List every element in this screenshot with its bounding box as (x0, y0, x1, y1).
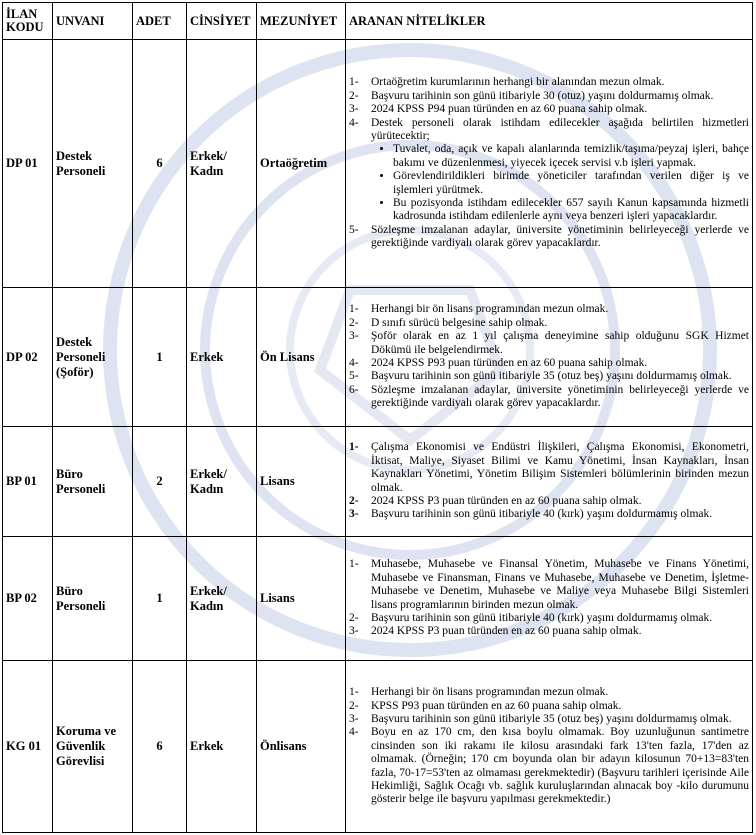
education-level: Lisans (257, 537, 346, 661)
listing-code: KG 01 (3, 661, 53, 833)
table-row (3, 288, 753, 427)
position-count: 2 (133, 427, 187, 537)
table-row (3, 427, 753, 537)
requirement-item: 1- Muhasebe, Muhasebe ve Finansal Yönetim, Muhasebe ve Finans Yönetimi, Muhasebe ve Finansman, Finans ve Muhasebe, Muhasebe ve Denetim, İşletme-Muhasebe ve Denetim, Muhasebe ve Maliye veya Muhasebe Bilgi Sistemleri lisans programlarının birinden mezun olmak. (349, 558, 749, 611)
requirement-item: 5- Sözleşme imzalanan adaylar, üniversite yönetiminin belirleyeceği yerlerde ve gerektiğinde vardiyalı olarak görev yapacaklardır. (349, 223, 749, 250)
gender: Erkek/ Kadın (187, 537, 257, 661)
requirements-cell (346, 288, 753, 427)
job-listing-table (2, 2, 753, 833)
requirement-item: 3- 2024 KPSS P94 puan türünden en az 60 puana sahip olmak. (349, 103, 648, 116)
requirement-item: 3- Şoför olarak en az 1 yıl çalışma deneyimine sahip olduğunu SGK Hizmet Dökümü ile belgelendirmek. (349, 330, 749, 356)
position-title: Destek Personeli (Şoför) (53, 288, 133, 427)
position-title: Destek Personeli (53, 40, 133, 288)
requirement-item: 3- Başvuru tarihinin son günü itibariyle 35 (otuz beş) yaşını doldurmamış olmak. (349, 712, 732, 725)
requirement-item: 5- Başvuru tarihinin son günü itibariyle 35 (otuz beş) yaşını doldurmamış olmak. (349, 370, 732, 383)
listing-code: DP 01 (3, 40, 53, 288)
table-row (3, 537, 753, 661)
gender: Erkek/ Kadın (187, 40, 257, 288)
position-title: Büro Personeli (53, 427, 133, 537)
header-gender: CİNSİYET (187, 3, 257, 40)
table-row (3, 40, 753, 288)
requirement-item: 2- Başvuru tarihinin son günü itibariyle 40 (kırk) yaşını doldurmamış olmak. (349, 611, 713, 624)
gender: Erkek (187, 661, 257, 833)
education-level: Ortaöğretim (257, 40, 346, 288)
duty-bullet: • Bu pozisyonda istihdam edilecekler 657 sayılı Kanun kapsamında hizmetli kadrosunda istihdam edilenlerle aynı veya benzeri işleri yapacaklardır. (393, 197, 749, 224)
requirement-item: 4- Boyu en az 170 cm, den kısa boylu olmamak. Boy uzunluğunun santimetre cinsinden son iki rakamı ile kilosu arasındaki fark 13'ten fazla, 17'den az olmamak. (Örneğin; 170 cm boyunda olan bir adayın kilosunun 70+13=83'ten fazla, 70-17=53'ten az olmaması gerekmektedir) (Başvuru tarihleri içerisinde Aile Hekimliği, Sağlık Ocağı vb. sağlık kuruluşlarından alınacak boy -kilo durumunu gösterir belge ile başvuru yapılması gerekmektedir.) (349, 726, 749, 806)
requirement-item: 3- 2024 KPSS P3 puan türünden en az 60 puana sahip olmak. (349, 625, 642, 638)
requirement-item: 2- KPSS P93 puan türünden en az 60 puana sahip olmak. (349, 699, 622, 712)
header-education: MEZUNİYET (257, 3, 346, 40)
duty-bullet: • Tuvalet, oda, açık ve kapalı alanlarında temizlik/taşıma/peyzaj işleri, bahçe bakımı ve düzenlenmesi, yiyecek içecek servisi v.b işleri yapmak. (393, 143, 749, 170)
requirement-item: 3- Başvuru tarihinin son günü itibariyle 40 (kırk) yaşını doldurmamış olmak. (349, 508, 713, 521)
header-count: ADET (133, 3, 187, 40)
duty-bullet-list (349, 143, 749, 223)
requirement-item: 6- Sözleşme imzalanan adaylar, üniversite yönetiminin belirleyeceği yerlerde ve gerektiğinde vardiyalı olarak görev yapacaklardır. (349, 383, 749, 410)
position-count: 6 (133, 661, 187, 833)
position-count: 1 (133, 288, 187, 427)
gender: Erkek/ Kadın (187, 427, 257, 537)
education-level: Ön Lisans (257, 288, 346, 427)
requirement-item: 2- D sınıfı sürücü belgesine sahip olmak. (349, 316, 548, 329)
requirements-cell (346, 427, 753, 537)
listing-code: BP 01 (3, 427, 53, 537)
education-level: Lisans (257, 427, 346, 537)
requirement-item: 1- Çalışma Ekonomisi ve Endüstri İlişkileri, Çalışma Ekonomisi, Ekonometri, İktisat, Maliye, Siyaset Bilimi ve Kamu Yönetimi, İnsan Kaynakları, İnsan Kaynakları Yönetimi, Yönetim Bilişim Sistemleri bölümlerinin birinden mezun olmak. (349, 441, 749, 494)
requirements-cell (346, 40, 753, 288)
requirements-cell (346, 537, 753, 661)
requirement-item: 2- 2024 KPSS P3 puan türünden en az 60 puana sahip olmak. (349, 494, 642, 507)
listing-code: BP 02 (3, 537, 53, 661)
header-code: İLAN KODU (3, 3, 53, 40)
requirement-item: 1- Herhangi bir ön lisans programından mezun olmak. (349, 686, 609, 699)
requirement-item: 1- Ortaöğretim kurumlarının herhangi bir alanından mezun olmak. (349, 76, 665, 89)
position-title: Büro Personeli (53, 537, 133, 661)
position-count: 1 (133, 537, 187, 661)
requirement-item: 1- Herhangi bir ön lisans programından mezun olmak. (349, 303, 609, 316)
header-requirements: ARANAN NİTELİKLER (346, 3, 753, 40)
header-row (3, 3, 753, 40)
requirements-cell (346, 661, 753, 833)
listing-code: DP 02 (3, 288, 53, 427)
position-count: 6 (133, 40, 187, 288)
requirement-item: 2- Başvuru tarihinin son günü itibariyle 30 (otuz) yaşını doldurmamış olmak. (349, 89, 714, 102)
requirement-item: 4- Destek personeli olarak istihdam edilecekler aşağıda belirtilen hizmetleri yürütecektir; (349, 116, 749, 142)
position-title: Koruma ve Güvenlik Görevlisi (53, 661, 133, 833)
requirement-item: 4- 2024 KPSS P93 puan türünden en az 60 puana sahip olmak. (349, 357, 648, 369)
gender: Erkek (187, 288, 257, 427)
table-row (3, 661, 753, 833)
education-level: Önlisans (257, 661, 346, 833)
header-title: UNVANI (53, 3, 133, 40)
duty-bullet: • Görevlendirildikleri birimde yöneticiler tarafından verilen diğer iş ve işlemleri yürütmek. (393, 170, 749, 197)
